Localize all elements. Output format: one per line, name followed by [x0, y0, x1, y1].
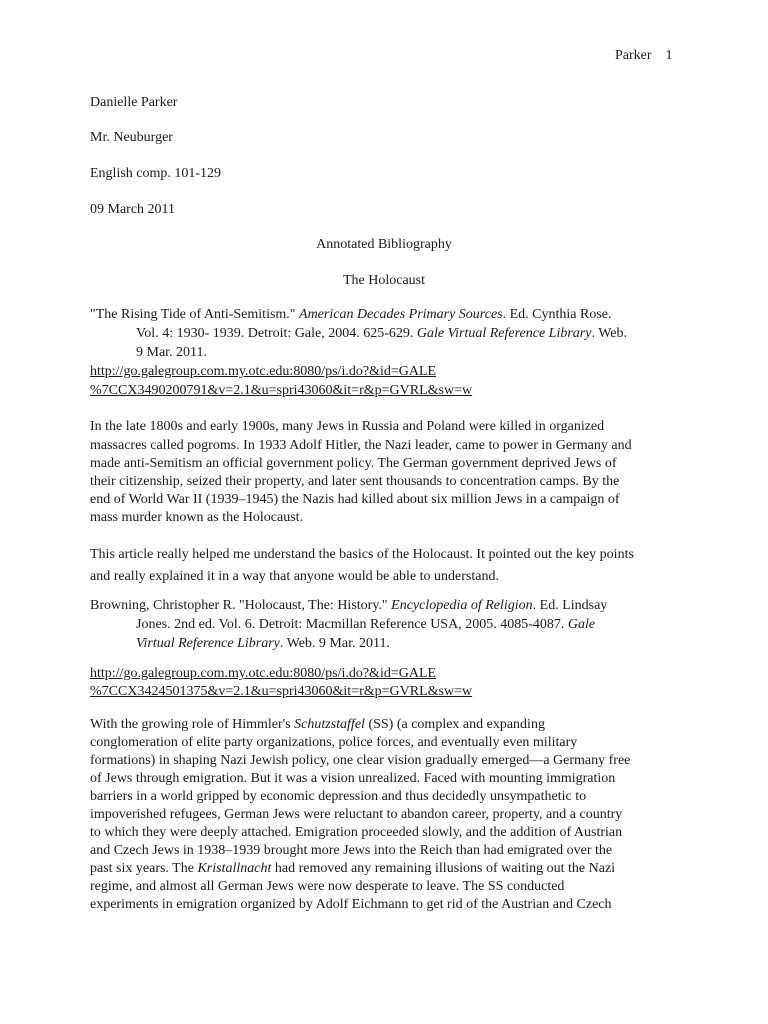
citation-text: Vol. 4: 1930- 1939. Detroit: Gale, 2004. 625-629. — [136, 326, 417, 341]
summary-text: With the growing role of Himmler's — [90, 717, 295, 732]
summary-1-line: mass murder known as the Holocaust. — [90, 510, 304, 525]
citation-1-url-line-2[interactable]: %7CCX3490200791&v=2.1&u=spri43060&it=r&p=GVRL&sw=w — [90, 383, 473, 398]
citation-text: Jones. 2nd ed. Vol. 6. Detroit: Macmillan Reference USA, 2005. 4085-4087. — [136, 617, 568, 632]
summary-term: Kristallnacht — [197, 861, 272, 876]
citation-text: Browning, Christopher R. "Holocaust, The: History." — [90, 598, 392, 613]
summary-1-line: their citizenship, seized their property, and later sent thousands to concentration camps. By the — [90, 474, 620, 489]
citation-2-line-2 — [136, 617, 595, 633]
citation-text: "The Rising Tide of Anti-Semitism." — [90, 307, 300, 322]
instructor-name: Mr. Neuburger — [90, 130, 173, 145]
citation-database-title: Gale — [567, 617, 596, 632]
course-name: English comp. 101-129 — [90, 166, 222, 181]
summary-1-line: massacres called pogroms. In 1933 Adolf Hitler, the Nazi leader, came to power in Germany and — [90, 438, 632, 453]
summary-2-line — [90, 717, 545, 733]
summary-2-line: regime, and almost all German Jews were now desperate to leave. The SS conducted — [90, 879, 565, 894]
summary-1-line: end of World War II (1939–1945) the Nazis had killed about six million Jews in a campaign of — [90, 492, 620, 507]
summary-text: past six years. The — [90, 861, 198, 876]
summary-term: Schutzstaffel — [294, 717, 365, 732]
citation-1-line-3: 9 Mar. 2011. — [136, 345, 208, 360]
citation-2-url-line-2[interactable]: %7CCX3424501375&v=2.1&u=spri43060&it=r&p=GVRL&sw=w — [90, 684, 473, 699]
document-subtitle: The Holocaust — [342, 273, 426, 288]
citation-text: . Web. 9 Mar. 2011. — [279, 636, 390, 651]
citation-2-url-line-1[interactable]: http://go.galegroup.com.my.otc.edu:8080/ps/i.do?&id=GALE — [90, 666, 437, 681]
citation-database-title: Gale Virtual Reference Library — [416, 326, 592, 341]
citation-1-url-line-1[interactable]: http://go.galegroup.com.my.otc.edu:8080/ps/i.do?&id=GALE — [90, 364, 437, 379]
citation-text: . Ed. Cynthia Rose. — [502, 307, 612, 322]
summary-2-line: of Jews through emigration. But it was a vision unrealized. Faced with mounting immigration — [90, 771, 616, 786]
citation-2-line-3 — [136, 636, 390, 652]
summary-text: had removed any remaining illusions of waiting out the Nazi — [271, 861, 616, 876]
annotation-1-line: This article really helped me understand the basics of the Holocaust. It pointed out the key points — [90, 547, 634, 562]
citation-text: . Ed. Lindsay — [532, 598, 608, 613]
running-head — [615, 48, 673, 64]
running-head-name: Parker — [615, 48, 652, 63]
summary-2-line: and Czech Jews in 1938–1939 brought more Jews into the Reich than had emigrated over the — [90, 843, 613, 858]
document-date: 09 March 2011 — [90, 202, 176, 217]
citation-1-line-1 — [90, 307, 612, 323]
citation-text: . Web. — [591, 326, 628, 341]
citation-source-title: Encyclopedia of Religion — [391, 598, 533, 613]
summary-2-line: barriers in a world gripped by economic depression and thus decidedly unsympathetic to — [90, 789, 587, 804]
summary-2-line: conglomeration of elite party organizations, police forces, and eventually even military — [90, 735, 578, 750]
citation-2-line-1 — [90, 598, 607, 614]
citation-source-title: American Decades Primary Sources — [299, 307, 503, 322]
citation-database-title: Virtual Reference Library — [136, 636, 280, 651]
document-title: Annotated Bibliography — [316, 237, 452, 252]
summary-2-line: impoverished refugees, German Jews were reluctant to abandon career, property, and a country — [90, 807, 623, 822]
page-number: 1 — [665, 48, 673, 63]
citation-1-line-2 — [136, 326, 627, 342]
summary-2-line: to which they were deeply attached. Emigration proceeded slowly, and the addition of Austrian — [90, 825, 623, 840]
summary-2-line — [90, 861, 615, 877]
summary-1-line: made anti-Semitism an official government policy. The German government deprived Jews of — [90, 456, 617, 471]
annotation-1-line: and really explained it in a way that anyone would be able to understand. — [90, 569, 499, 584]
summary-2-line: experiments in emigration organized by Adolf Eichmann to get rid of the Austrian and Czech — [90, 897, 612, 912]
summary-1-line: In the late 1800s and early 1900s, many Jews in Russia and Poland were killed in organized — [90, 419, 605, 434]
author-name: Danielle Parker — [90, 95, 178, 110]
summary-2-line: formations) in shaping Nazi Jewish policy, one clear vision gradually emerged—a Germany free — [90, 753, 631, 768]
summary-text: (SS) (a complex and expanding — [364, 717, 545, 732]
